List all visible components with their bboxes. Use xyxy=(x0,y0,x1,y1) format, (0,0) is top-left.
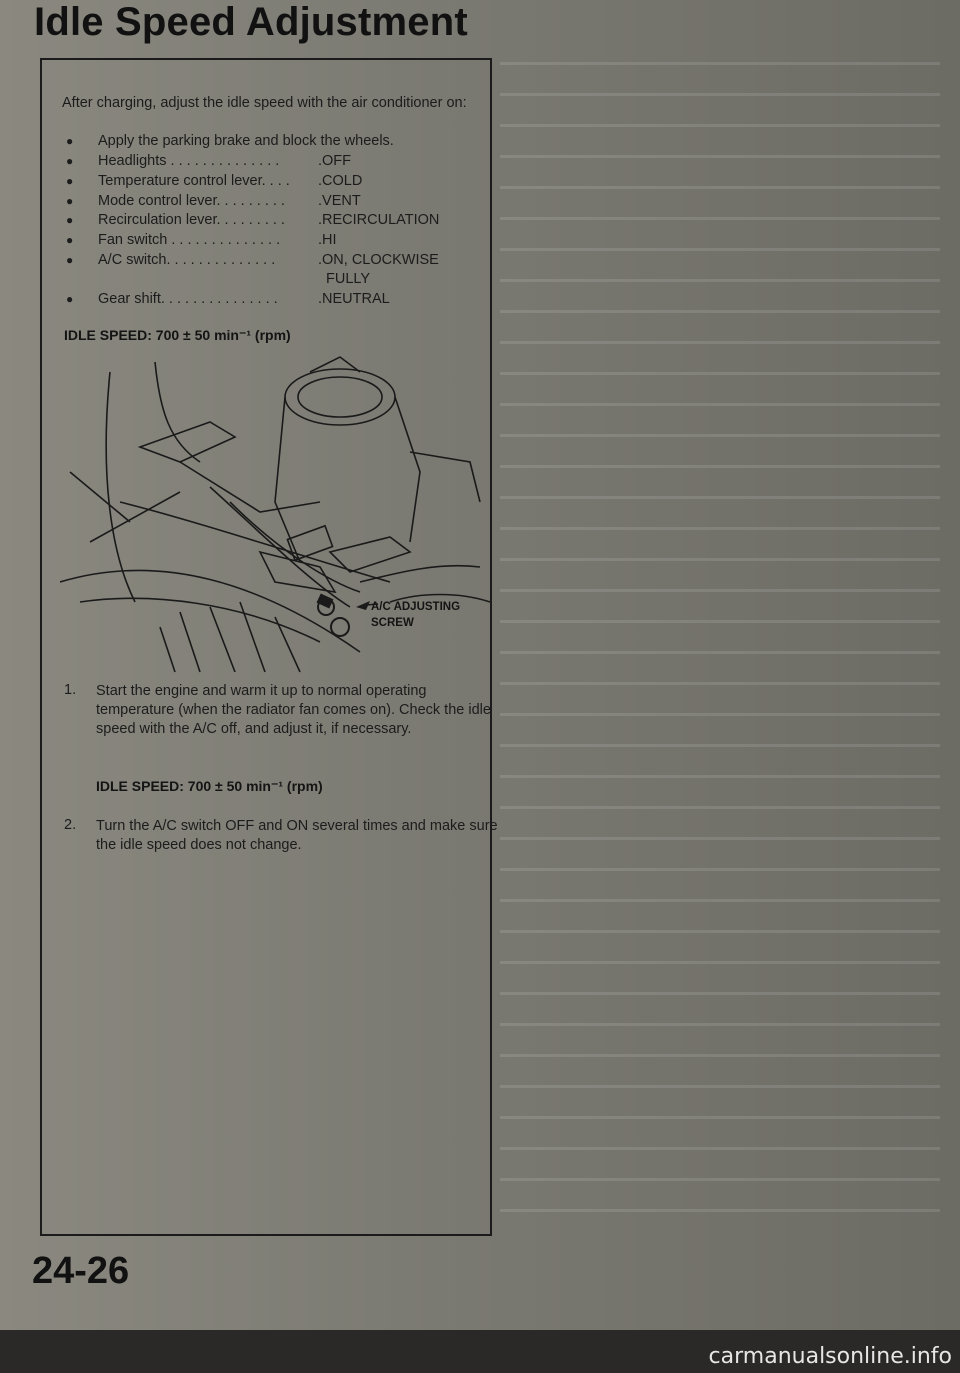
bullet-icon: ● xyxy=(66,292,74,306)
step-text: Turn the A/C switch OFF and ON several times and make sure the idle speed does not change. xyxy=(96,818,498,853)
condition-label: Apply the parking brake and block the wheels. xyxy=(98,133,394,149)
bullet-icon: ● xyxy=(66,174,74,188)
condition-value: .COLD xyxy=(318,173,363,189)
condition-value: .HI xyxy=(318,232,337,248)
bullet-icon: ● xyxy=(66,134,74,148)
condition-value: .RECIRCULATION xyxy=(318,212,440,228)
page-title: Idle Speed Adjustment xyxy=(34,0,468,44)
page-number: 24-26 xyxy=(32,1250,130,1292)
step-number: 1. xyxy=(64,682,77,698)
bleed-through-text xyxy=(500,40,940,1240)
intro-text: After charging, adjust the idle speed with the air conditioner on: xyxy=(62,95,467,111)
condition-label: Headlights . . . . . . . . . . . . . . xyxy=(98,153,280,169)
bullet-icon: ● xyxy=(66,154,74,168)
condition-value: .ON, CLOCKWISE xyxy=(318,252,439,268)
condition-label: Mode control lever. . . . . . . . . xyxy=(98,193,285,209)
condition-label: Temperature control lever. . . . xyxy=(98,173,290,189)
callout-label: SCREW xyxy=(371,617,414,629)
condition-label: Fan switch . . . . . . . . . . . . . . xyxy=(98,232,281,248)
condition-value: .VENT xyxy=(318,193,361,209)
condition-value-continued: FULLY xyxy=(326,271,371,287)
bullet-icon: ● xyxy=(66,253,74,267)
step-number: 2. xyxy=(64,817,77,833)
callout-label: A/C ADJUSTING xyxy=(371,601,461,613)
condition-label: Recirculation lever. . . . . . . . . xyxy=(98,212,285,228)
bullet-icon: ● xyxy=(66,194,74,208)
idle-speed-spec: IDLE SPEED: 700 ± 50 min⁻¹ (rpm) xyxy=(64,327,291,343)
carburetor-illustration xyxy=(60,352,490,674)
step-text: Start the engine and warm it up to normal operating temperature (when the radiator fan comes on). Check the idle speed with the A/C off, and adjust it, if necessary. xyxy=(96,683,491,737)
condition-label: Gear shift. . . . . . . . . . . . . . . xyxy=(98,291,278,307)
condition-value: .NEUTRAL xyxy=(318,291,390,307)
bullet-icon: ● xyxy=(66,233,74,247)
condition-label: A/C switch. . . . . . . . . . . . . . xyxy=(98,252,276,268)
condition-value: .OFF xyxy=(318,153,352,169)
idle-speed-spec: IDLE SPEED: 700 ± 50 min⁻¹ (rpm) xyxy=(96,778,323,794)
bullet-icon: ● xyxy=(66,213,74,227)
watermark: carmanualsonline.info xyxy=(708,1344,952,1369)
bleed-through-heading xyxy=(600,2,612,52)
